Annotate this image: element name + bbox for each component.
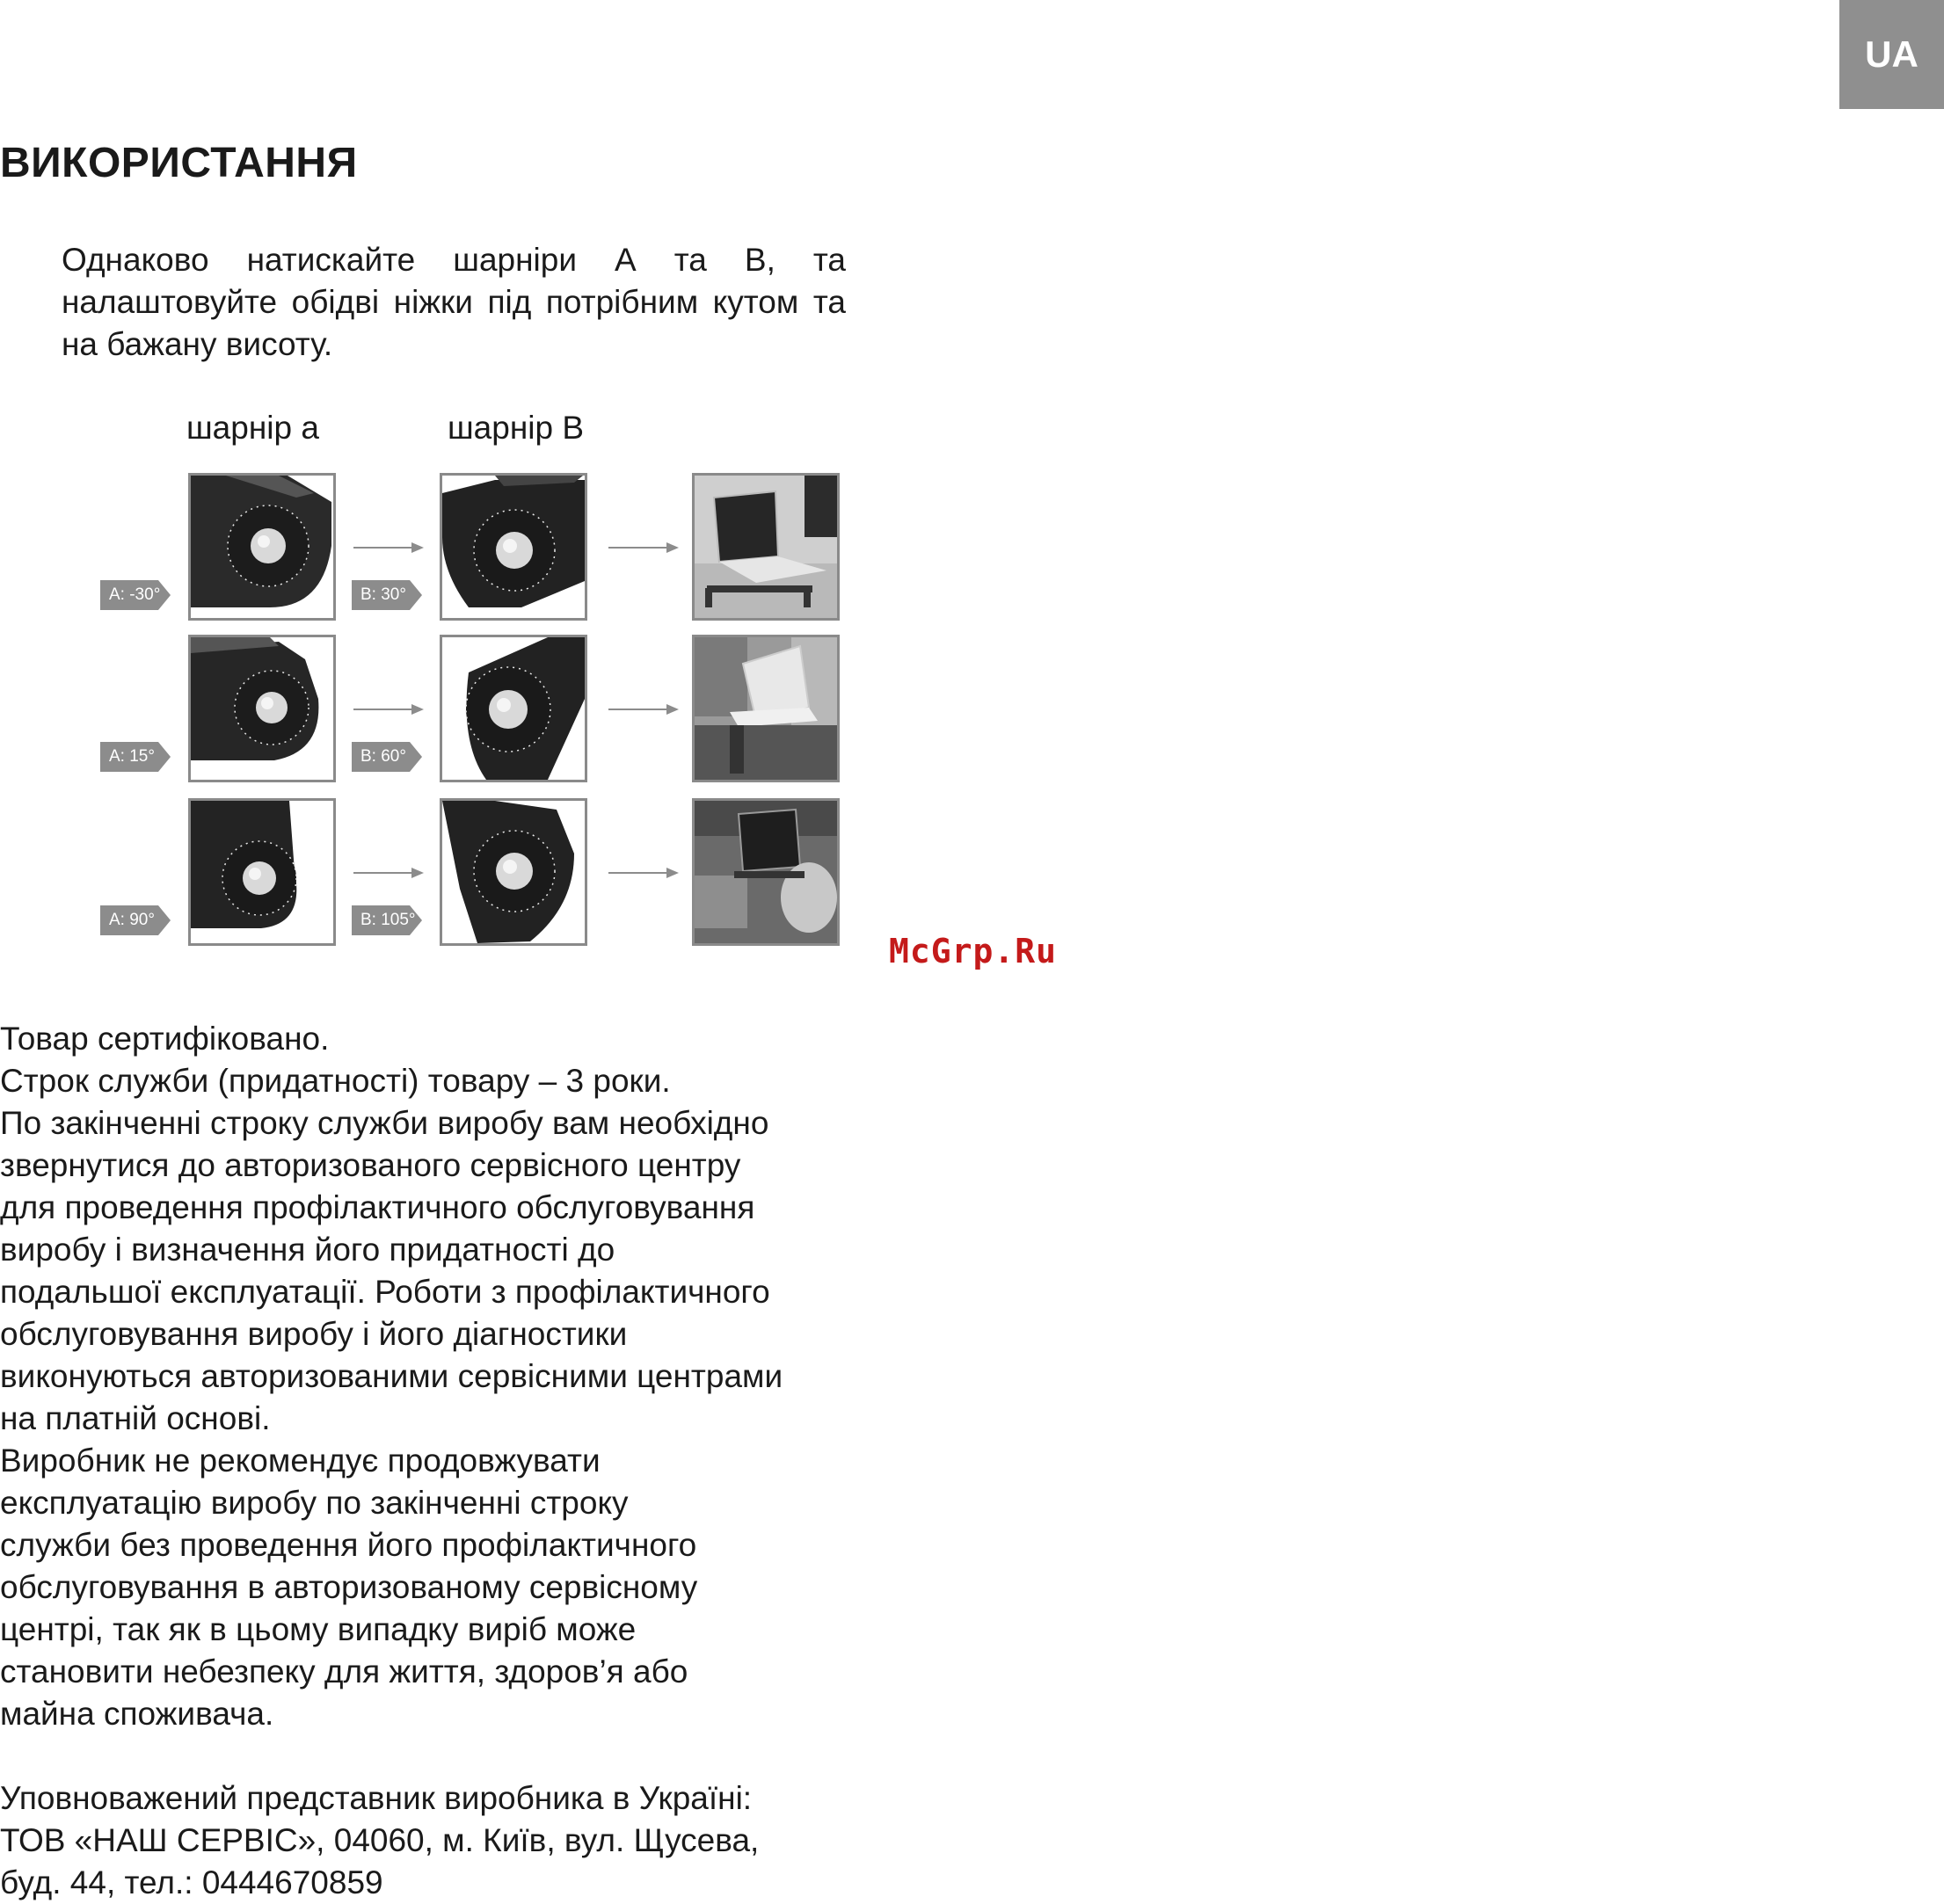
hinge-dial-image (442, 476, 585, 618)
hinge-dial-image (191, 637, 333, 780)
text-line: Уповноважений представник виробника в Україні: (0, 1780, 753, 1816)
arrow-icon (608, 541, 679, 554)
text-line: Строк служби (придатності) товару – 3 роки. (0, 1063, 671, 1099)
text-line: Виробник не рекомендує продовжувати (0, 1443, 601, 1479)
arrow-icon (353, 703, 424, 716)
text-line: обслуговування виробу і його діагностики (0, 1316, 628, 1352)
text-line: подальшої експлуатації. Роботи з профілактичного (0, 1274, 770, 1310)
text-line: Товар сертифіковано. (0, 1021, 330, 1057)
text-line: центрі, так як в цьому випадку виріб може (0, 1611, 637, 1647)
text-line: виконуються авторизованими сервісними центрами (0, 1358, 783, 1394)
arrow-icon (353, 867, 424, 879)
watermark: McGrp.Ru (889, 932, 1058, 970)
usage-photo-sofa (692, 798, 840, 946)
angle-tag-a (100, 580, 171, 610)
arrow-icon (608, 867, 679, 879)
text-line: на платній основі. (0, 1400, 271, 1436)
text-line: обслуговування в авторизованому сервісному (0, 1569, 698, 1605)
hinge-b-label: шарнір В (448, 410, 585, 446)
angle-tag-a (100, 742, 171, 772)
text-line: ТОВ «НАШ СЕРВІС», 04060, м. Київ, вул. Щусева, (0, 1822, 760, 1858)
hinge-a-photo (188, 635, 336, 782)
service-info-text (0, 1018, 862, 1735)
text-line: виробу і визначення його придатності до (0, 1232, 615, 1268)
angle-tag-b (352, 905, 422, 935)
hinge-a-photo (188, 473, 336, 621)
angle-tag-b (352, 580, 422, 610)
page-title: ВИКОРИСТАННЯ (0, 140, 358, 186)
angle-tag-a (100, 905, 171, 935)
angle-tag-a-label: A: 15° (109, 747, 155, 766)
text-line: звернутися до авторизованого сервісного центру (0, 1147, 741, 1183)
text-line: майна споживача. (0, 1696, 274, 1732)
hinge-a-photo (188, 798, 336, 946)
text-line: для проведення профілактичного обслуговування (0, 1189, 755, 1225)
laptop-lap-image (695, 637, 837, 780)
tablet-sofa-image (695, 801, 837, 943)
text-line: буд. 44, тел.: 0444670859 (0, 1864, 383, 1900)
hinge-dial-image (191, 801, 333, 943)
hinge-b-photo (440, 798, 587, 946)
hinge-dial-image (442, 637, 585, 780)
angle-tag-b (352, 742, 422, 772)
angle-tag-a-label: A: 90° (109, 911, 155, 929)
text-line: становити небезпеку для життя, здоров’я або (0, 1653, 688, 1690)
usage-photo-lap (692, 635, 840, 782)
text-line: служби без проведення його профілактичного (0, 1527, 697, 1563)
angle-tag-b-label: B: 30° (360, 585, 406, 604)
hinge-a-label: шарнір а (186, 410, 319, 446)
hinge-dial-image (191, 476, 333, 618)
hinge-b-photo (440, 473, 587, 621)
hinge-dial-image (442, 801, 585, 943)
angle-tag-b-label: B: 105° (360, 911, 416, 929)
laptop-desk-image (695, 476, 837, 618)
representative-info (0, 1777, 862, 1904)
arrow-icon (608, 703, 679, 716)
usage-photo-desk (692, 473, 840, 621)
angle-tag-a-label: A: -30° (109, 585, 161, 604)
text-line: експлуатацію виробу по закінченні строку (0, 1485, 629, 1521)
language-badge: UA (1839, 0, 1944, 109)
intro-paragraph: Однаково натискайте шарніри А та В, та налаштовуйте обідві ніжки під потрібним кутом та на бажану висоту. (62, 242, 846, 362)
angle-tag-b-label: B: 60° (360, 747, 406, 766)
hinge-b-photo (440, 635, 587, 782)
text-line: По закінченні строку служби виробу вам необхідно (0, 1105, 769, 1141)
arrow-icon (353, 541, 424, 554)
